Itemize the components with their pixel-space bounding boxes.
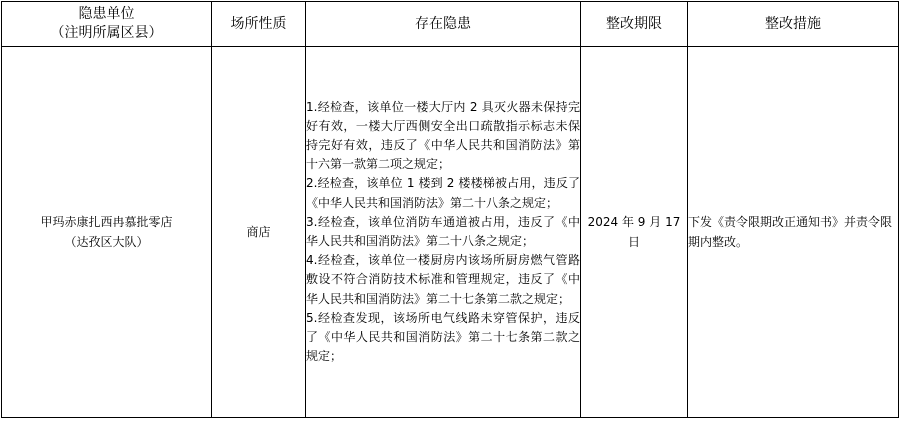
header-unit-note: （注明所属区县） xyxy=(50,25,163,41)
hazards-cell xyxy=(306,47,581,418)
nature-cell: 商店 xyxy=(212,47,306,418)
hazard-item: 3.经检查，该单位消防车通道被占用，违反了《中华人民共和国消防法》第二十八条之规定； xyxy=(306,214,580,248)
header-row xyxy=(2,2,899,47)
header-measures: 整改措施 xyxy=(688,2,899,47)
deadline-cell: 2024 年 9 月 17 日 xyxy=(581,47,688,418)
unit-district: （达孜区大队） xyxy=(64,235,149,249)
hazard-item: 5.经检查发现，该场所电气线路未穿管保护，违反了《中华人民共和国消防法》第二十七条第二款之规定； xyxy=(306,310,580,364)
table-row xyxy=(2,47,899,418)
header-deadline: 整改期限 xyxy=(581,2,688,47)
hazard-item: 1.经检查，该单位一楼大厅内 2 具灭火器未保持完好有效，一楼大厅西侧安全出口疏散指示标志未保持完好有效，违反了《中华人民共和国消防法》第十六第一款第二项之规定； xyxy=(306,99,580,172)
hazard-item: 2.经检查，该单位 1 楼到 2 楼楼梯被占用，违反了《中华人民共和国消防法》第二十八条之规定； xyxy=(306,176,580,210)
header-nature: 场所性质 xyxy=(212,2,306,47)
measures-cell: 下发《责令限期改正通知书》并责令限期内整改。 xyxy=(688,47,899,418)
hazard-table xyxy=(1,1,899,418)
header-hazards: 存在隐患 xyxy=(306,2,581,47)
header-unit xyxy=(2,2,212,47)
unit-name: 甲玛赤康扎西冉慕批零店 xyxy=(40,215,173,229)
hazard-item: 4.经检查，该单位一楼厨房内该场所厨房燃气管路敷设不符合消防技术标准和管理规定，违反了《中华人民共和国消防法》第二十七条第二款之规定； xyxy=(306,253,580,306)
unit-cell xyxy=(2,47,212,418)
header-unit-title: 隐患单位 xyxy=(78,6,135,22)
